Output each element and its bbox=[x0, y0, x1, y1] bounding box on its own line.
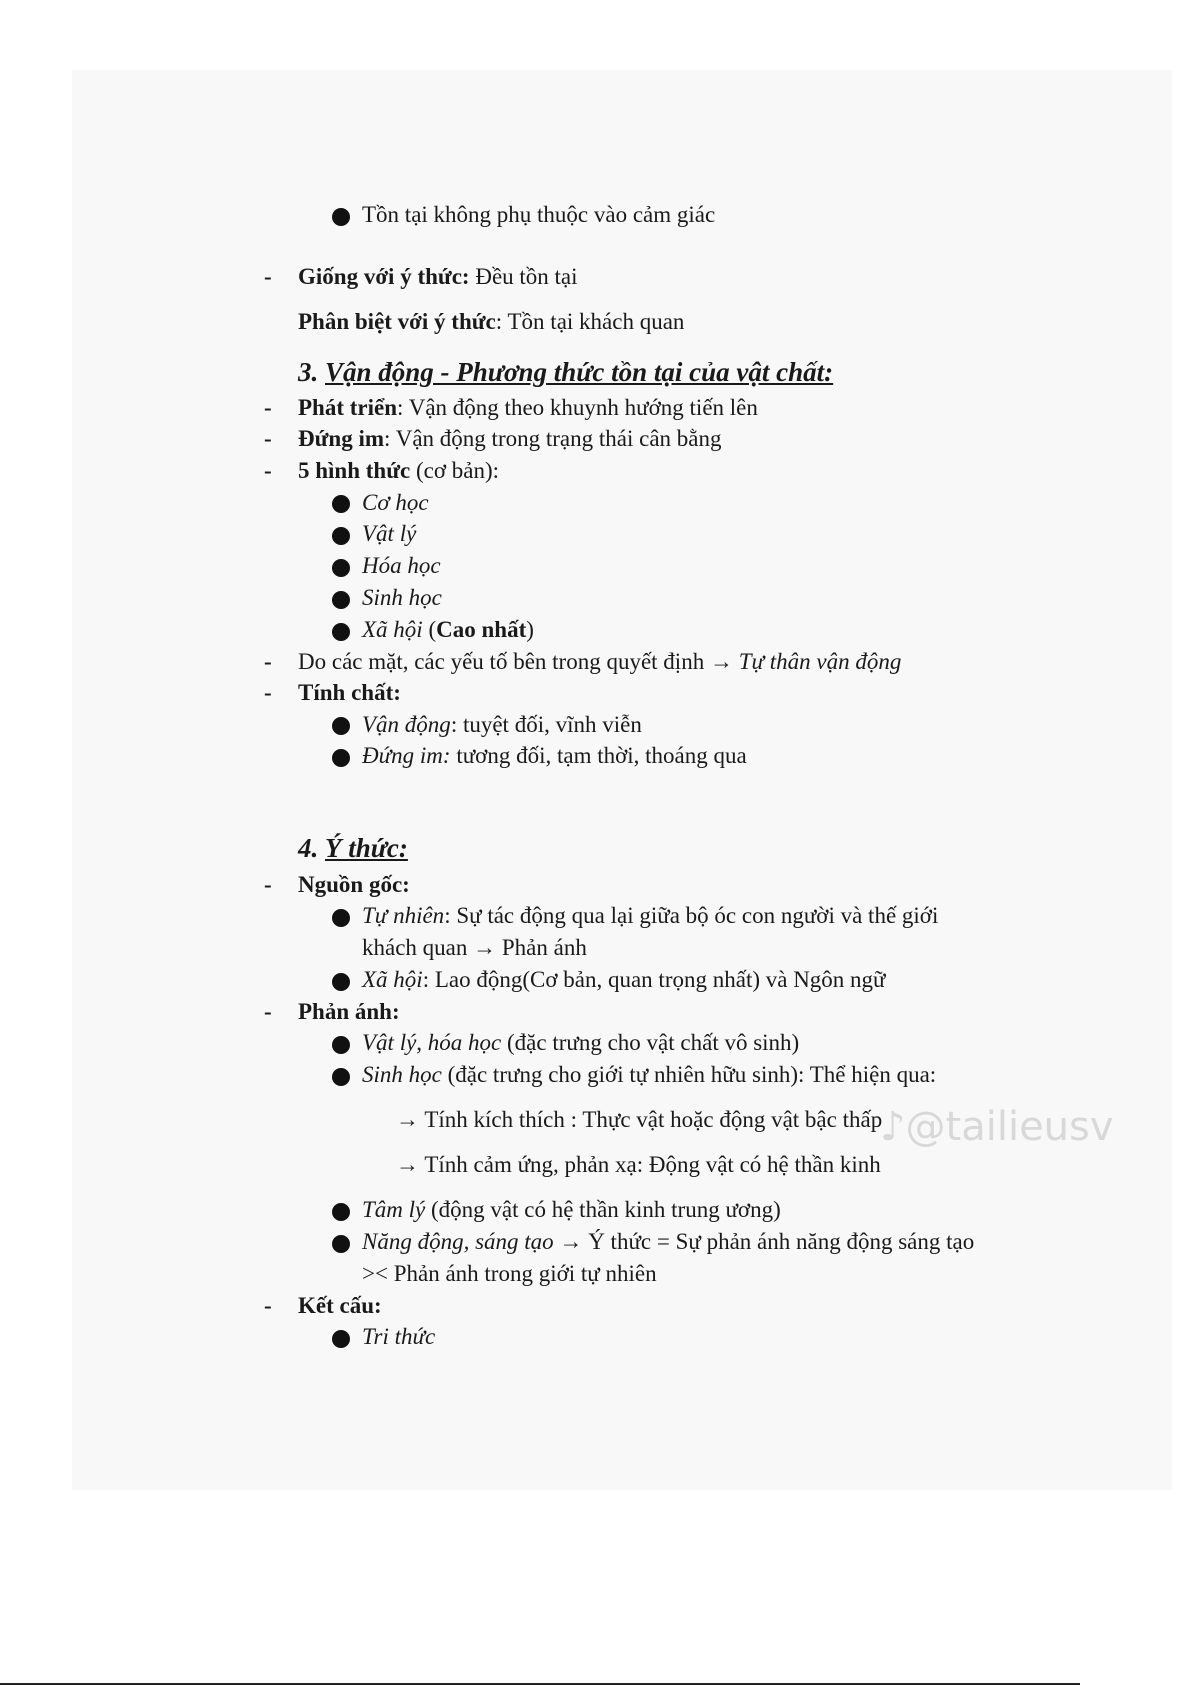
watermark-text: tailieusv bbox=[945, 1104, 1114, 1150]
form-item: Vật lý bbox=[362, 521, 417, 546]
bullet-icon bbox=[332, 1068, 350, 1086]
bullet-icon bbox=[332, 973, 350, 991]
origin-item: Tự nhiên: Sự tác động qua lại giữa bộ óc con người và thế giới bbox=[362, 903, 939, 928]
reflection-item-cont: >< Phản ánh trong giới tự nhiên bbox=[362, 1261, 657, 1286]
bullet-icon bbox=[332, 1036, 350, 1054]
form-item: Xã hội (Cao nhất) bbox=[362, 617, 534, 642]
bullet-icon bbox=[332, 591, 350, 609]
dash-marker: - bbox=[264, 1293, 272, 1318]
bullet-icon bbox=[332, 208, 350, 226]
reflection-item: Năng động, sáng tạo → Ý thức = Sự phản ánh năng động sáng tạo bbox=[362, 1229, 975, 1254]
bullet-icon bbox=[332, 1330, 350, 1348]
property-item: Đứng im: tương đối, tạm thời, thoáng qua bbox=[362, 743, 747, 768]
form-item: Hóa học bbox=[362, 553, 441, 578]
form-item: Cơ học bbox=[362, 490, 429, 515]
origin-item: Xã hội: Lao động(Cơ bản, quan trọng nhất) và Ngôn ngữ bbox=[362, 967, 886, 992]
line-nguongoc: Nguồn gốc: bbox=[298, 872, 410, 897]
dash-marker: - bbox=[264, 264, 272, 289]
line-phananh: Phản ánh: bbox=[298, 999, 400, 1024]
reflection-subitem: → Tính kích thích : Thực vật hoặc động vật bậc thấp bbox=[396, 1107, 883, 1132]
heading-3: 3. Vận động - Phương thức tồn tại của vật chất: bbox=[298, 357, 834, 387]
dash-marker: - bbox=[264, 426, 272, 451]
bullet-icon bbox=[332, 623, 350, 641]
reflection-item: Tâm lý (động vật có hệ thần kinh trung ương) bbox=[362, 1197, 781, 1222]
line-tinhchat: Tính chất: bbox=[298, 680, 401, 705]
bullet-icon bbox=[332, 495, 350, 513]
line-hinhthuc: 5 hình thức (cơ bản): bbox=[298, 458, 500, 483]
dash-marker: - bbox=[264, 872, 272, 897]
heading-4: 4. Ý thức: bbox=[298, 833, 408, 863]
bullet-icon bbox=[332, 527, 350, 545]
line-ketcau: Kết cấu: bbox=[298, 1293, 382, 1318]
line-do-cac-mat: Do các mặt, các yếu tố bên trong quyết định → Tự thân vận động bbox=[298, 649, 902, 674]
dash-marker: - bbox=[264, 999, 272, 1024]
reflection-item: Sinh học (đặc trưng cho giới tự nhiên hữu sinh): Thể hiện qua: bbox=[362, 1062, 937, 1087]
dash-marker: - bbox=[264, 680, 272, 705]
bullet-icon bbox=[332, 717, 350, 735]
origin-item-cont: khách quan → Phản ánh bbox=[362, 935, 587, 960]
dash-marker: - bbox=[264, 395, 272, 420]
line-phanbiet: Phân biệt với ý thức: Tồn tại khách quan bbox=[298, 309, 685, 334]
line-giong: Giống với ý thức: Đều tồn tại bbox=[298, 264, 578, 289]
reflection-item: Vật lý, hóa học (đặc trưng cho vật chất vô sinh) bbox=[362, 1030, 800, 1055]
bullet-icon bbox=[332, 909, 350, 927]
dash-marker: - bbox=[264, 649, 272, 674]
line-phattrien: Phát triển: Vận động theo khuynh hướng tiến lên bbox=[298, 395, 758, 420]
bullet-icon bbox=[332, 559, 350, 577]
dash-marker: - bbox=[264, 458, 272, 483]
watermark bbox=[880, 1102, 1114, 1152]
line-1: Tồn tại không phụ thuộc vào cảm giác bbox=[362, 202, 716, 227]
line-dungim: Đứng im: Vận động trong trạng thái cân bằng bbox=[298, 426, 722, 451]
bullet-icon bbox=[332, 1203, 350, 1221]
bullet-icon bbox=[332, 1235, 350, 1253]
tiktok-icon: ♪ bbox=[880, 1104, 906, 1150]
property-item: Vận động: tuyệt đối, vĩnh viễn bbox=[362, 712, 642, 737]
bullet-icon bbox=[332, 749, 350, 767]
at-sign-icon: @ bbox=[905, 1104, 946, 1150]
form-item: Sinh học bbox=[362, 585, 442, 610]
structure-item: Tri thức bbox=[362, 1324, 436, 1349]
reflection-subitem: → Tính cảm ứng, phản xạ: Động vật có hệ thần kinh bbox=[396, 1152, 881, 1177]
